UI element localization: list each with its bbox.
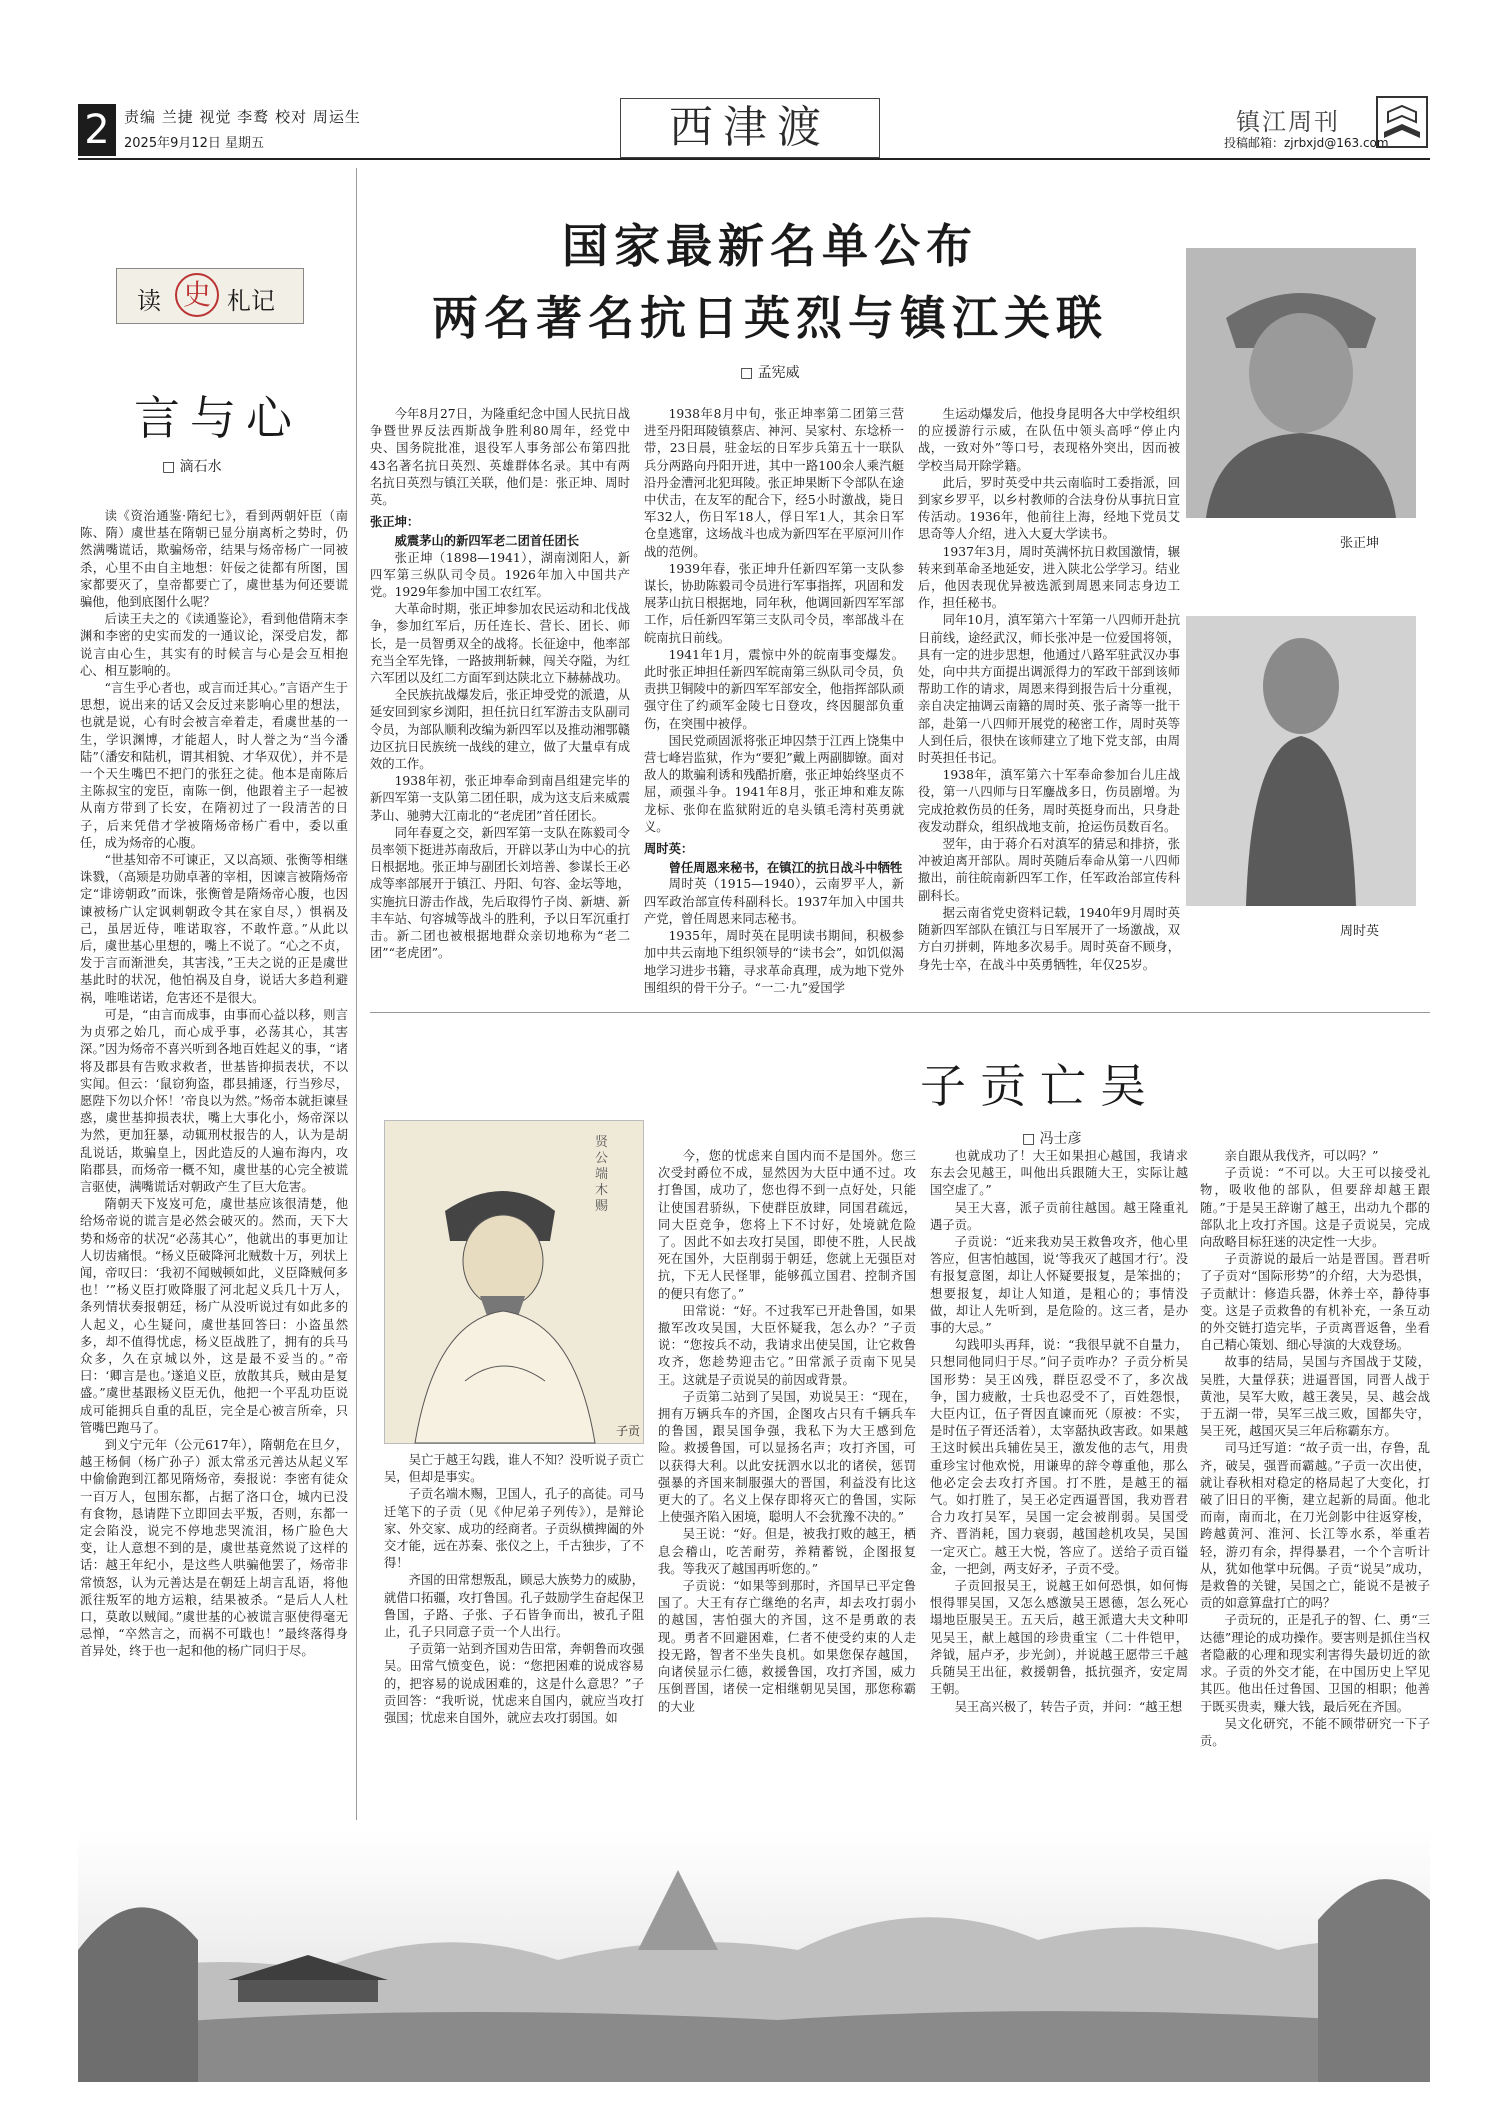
paragraph: 子贡玩的，正是孔子的智、仁、勇“三达德”理论的成功操作。要害则是抓住当权者隐蔽的心理和现实利害得失最切近的欲求。子贡的外交才能，在中国历史上罕见其匹。他出任过鲁国、卫国的相职；他善于既买贵卖，赚大钱，最后死在齐国。	[1200, 1613, 1430, 1714]
caption-zhang-zhengkun: 张正坤	[1340, 536, 1380, 551]
paragraph: 国民党顽固派将张正坤囚禁于江西上饶集中营七峰岩监狱，作为“要犯”戴上两副脚镣。面对敌人的欺骗利诱和残酷折磨，张正坤始终坚贞不屈，顽强斗争。1941年8月，张正坤和难友陈龙标、张仰在监狱附近的皂头镇毛湾村英勇就义。	[644, 733, 904, 834]
headline-line-2: 两名著名抗日英烈与镇江关联	[432, 291, 1108, 345]
paragraph: 1935年，周时英在昆明读书期间，积极参加中共云南地下组织领导的“读书会”，如饥似渴地学习进步书籍，寻求革命真理，成为地下党外围组织的骨干分子。“一二·九”爱国学	[644, 929, 904, 995]
subheading-tagline: 曾任周恩来秘书，在镇江的抗日战斗中牺牲	[668, 860, 903, 876]
portrait-inscription: 贤公端木 赐	[595, 1135, 609, 1214]
submission-email: 投稿邮箱：zjrbxjd@163.com	[1224, 136, 1389, 150]
header-rule	[78, 158, 1430, 160]
paragraph: 1938年8月中旬，张正坤率第二团第三营进至丹阳珥陵镇蔡店、神河、吴家村、东埝桥一带，23日晨，驻金坛的日军步兵第五十一联队兵分两路向丹阳开进，其中一路100余人乘汽艇沿丹金漕河北犯珥陵。张正坤果断下令部队在途中伏击，在友军的配合下，经5小时激战，毙日军32人，伤日军18人，俘日军1人，其余日军仓皇逃窜，这场战斗也成为新四军在平原河川作战的范例。	[644, 407, 904, 559]
paragraph: 读《资治通鉴·隋纪七》，看到两朝奸臣（南陈、隋）虞世基在隋朝已显分崩离析之势时，仍然满嘴谎话，欺骗炀帝，结果与炀帝杨广一同被杀，心里不由自主地想：奸佞之徒都有所图，国家都要灭了，皇帝都要亡了，虞世基为何还要谎骗他，他到底图什么呢？	[80, 509, 348, 610]
main-article-column-3	[918, 406, 1180, 972]
photo-zhang-zhengkun	[1186, 248, 1416, 518]
paragraph: 吴亡于越王勾践，谁人不知？没听说子贡亡吴，但却是事实。	[384, 1453, 644, 1485]
paragraph: 司马迁写道：“故子贡一出，存鲁，乱齐，破吴，强晋而霸越。”子贡一次出使，就让春秋相对稳定的格局起了大变化，打破了旧日的平衡，建立起新的局面。他北而南，南而北，在刀光剑影中往返穿梭，跨越黄河、淮河、长江等水系，举重若轻，游刃有余，捍得暴君，一个个言听计从，犹如他掌中玩偶。子贡“说吴”成功，是救鲁的关键，吴国之亡，能说不是被子贡的如意算盘打亡的吗？	[1200, 1441, 1430, 1611]
portrait-zigong	[384, 1120, 644, 1444]
left-article-title: 言与心	[134, 391, 302, 445]
paragraph: 勾践叩头再拜，说：“我很早就不自量力，只想同他同归于尽。”问子贡咋办？子贡分析吴国形势：吴王凶残，群臣忍受不了，多次战争，国力疲敝，士兵也忍受不了，百姓怨恨，大臣内讧，伍子胥因直谏而死（原被：不实，是时伍子胥还活着），太宰嚭执政害政。如果越王这时候出兵辅佐吴王，激发他的志气，用贵重珍宝讨他欢悦，用谦卑的辞令尊重他，那么他必定会去攻打齐国。打不胜，是越王的福气。如打胜了，吴王必定西逼晋国，我劝晋君合力攻打吴军，吴国一定会被削弱。吴国受齐、晋消耗，国力衰弱，越国趁机攻吴，吴国一定灭亡。越王大悦，答应了。送给子贡百镒金，一把剑，两支好矛，子贡不受。	[930, 1338, 1188, 1576]
paragraph: 1938年，滇军第六十军奉命参加台儿庄战役，第一八四师与日军鏖战多日，伤员剧增。为完成抢救伤员的任务，周时英挺身而出，只身赴夜发动群众，组织战地支前，抢运伤员数百名。	[918, 768, 1180, 834]
paragraph: 今，您的忧虑来自国内而不是国外。您三次受封爵位不成，显然因为大臣中通不过。攻打鲁国，成功了，您也得不到一点好处，只能让使国君骄纵，下使群臣放肆，同国君疏远，同大臣竞争，您将上下不讨好，处境就危险了。因此不如去攻打吴国，即使不胜，人民战死在国外，大臣削弱于朝廷，您就上无强臣对抗，下无人民怪罪，能够孤立国君、控制齐国的便只有您了。”	[658, 1149, 916, 1301]
paragraph: 子贡名端木赐，卫国人，孔子的高徒。司马迁笔下的子贡（见《仲尼弟子列传》），是辩论家、外交家、成功的经商者。子贡纵横捭阖的外交才能，远在苏秦、张仪之上，千古独步，了不得！	[384, 1487, 644, 1571]
badge-char-notes: 札记	[227, 287, 275, 315]
paragraph: 1939年春，张正坤升任新四军第一支队参谋长，协助陈毅司令员进行军事指挥，巩固和发展茅山抗日根据地，同年秋，他调回新四军军部工作，后任新四军第三支队司令员，率部战斗在皖南抗日前线。	[644, 561, 904, 645]
paragraph: “世基知帝不可谏正，又以高颎、张衡等相继诛戮，（高颎是功勋卓著的宰相，因谏言被隋炀帝定“诽谤朝政”而诛，张衡曾是隋炀帝心腹，也因谏被杨广认定讽刺朝政令其在家自尽，）惧祸及己，虽居近侍，唯诺取容，不敢忤意。”从此以后，虞世基心里想的，嘴上不说了。“心之不贞，发于言而渐泄矣，其害浅，”王夫之说的正是虞世基此时的状况，他怕祸及自身，说话大多趋利避祸，唯唯诺诺，危害还不是很大。	[80, 853, 348, 1005]
paragraph: 吴王大喜，派子贡前往越国。越王隆重礼遇子贡。	[930, 1200, 1188, 1232]
landscape-illustration	[78, 1830, 1430, 2082]
publication-brand: 镇江周刊	[1236, 108, 1340, 136]
paragraph: 故事的结局，吴国与齐国战于艾陵，吴胜，大量俘获；进逼晋国，同晋人战于黄池，吴军大败，越王袭吴，吴、越会战于五湖一带，吴军三战三败，国都失守，吴王死，越国灭吴三年后称霸东方。	[1200, 1355, 1430, 1439]
paragraph: 周时英（1915—1940），云南罗平人，新四军政治部宣传科副科长。1937年加入中国共产党，曾任周恩来同志秘书。	[644, 877, 904, 926]
issue-date: 2025年9月12日 星期五	[124, 136, 265, 151]
left-article-body	[80, 508, 348, 1676]
second-article-title: 子贡亡吴	[920, 1059, 1160, 1113]
paragraph: 子贡游说的最后一站是晋国。晋君听了子贡对“国际形势”的介绍，大为恐惧，子贡献计：修造兵器，休养士卒，静待事变。这是子贡救鲁的有机补充，一条互动的外交链打造完毕，子贡离晋返鲁，坐看自己精心策划、细心导演的大戏登场。	[1200, 1252, 1430, 1353]
paragraph: 同年春夏之交，新四军第一支队在陈毅司令员率领下挺进苏南敌后，开辟以茅山为中心的抗日根据地。张正坤与副团长刘培善、参谋长王必成等率部展开于镇江、丹阳、句容、金坛等地，实施抗日游击作战，先后取得竹子岗、新塘、新丰车站、句容城等战斗的胜利，予以日军沉重打击。新二团也被根据地群众亲切地称为“老二团”“老虎团”。	[370, 825, 630, 961]
paragraph: 吴文化研究，不能不顾带研究一下子贡。	[1200, 1716, 1430, 1748]
badge-char-history: 史	[175, 273, 219, 317]
second-article-byline: □ 冯士彦	[1022, 1131, 1082, 1147]
paragraph: 今年8月27日，为隆重纪念中国人民抗日战争暨世界反法西斯战争胜利80周年，经党中央、国务院批准，退役军人事务部公布第四批43名著名抗日英烈、英雄群体名录。其中有两名抗日英烈与镇江关联，他们是：张正坤、周时英。	[370, 407, 630, 508]
paragraph: 亲自跟从我伐齐，可以吗？”	[1224, 1149, 1379, 1163]
paragraph: 此后，罗时英受中共云南临时工委指派，回到家乡罗平，以乡村教师的合法身份从事抗日宣传活动。1936年，他前往上海，经地下党员艾思奇等人介绍，进入大夏大学读书。	[918, 475, 1180, 542]
caption-zhou-shiying: 周时英	[1340, 924, 1380, 939]
portrait-caption: 子贡	[616, 1424, 641, 1438]
paragraph: 吴王高兴极了，转告子贡，并问：“越王想	[954, 1699, 1183, 1714]
paragraph: 也就成功了！大王如果担心越国，我请求东去会见越王，叫他出兵跟随大王，实际让越国空虚了。”	[930, 1149, 1188, 1198]
subheading-name: 周时英：	[644, 841, 694, 857]
second-article-column-1	[384, 1452, 644, 1822]
paragraph: 可是，“由言而成事，由事而心益以移，则言为贞邪之始几，而心成乎事，必荡其心，其害深。”因为炀帝不喜兴听到各地百姓起义的事，“诸将及郡县有告败求救者，世基皆抑损表状，不以实闻。但云：‘鼠窃狗盗，郡县捕逐，行当殄尽，愿陛下勿以介怀！’帝良以为然。”炀帝本就拒谏昼惑，虞世基抑损表状，嘴上大事化小，炀帝深以为然，更加狂暴，动辄刑杖报告的人，认为是胡乱说话，欺骗皇上，因此造反的人遍布海内，攻陷郡县，而炀帝一概不知，虞世基的心完全被谎言驱使，满嘴谎话对朝政产生了巨大危害。	[80, 1007, 348, 1194]
paragraph: 1937年3月，周时英满怀抗日救国激情，辗转来到革命圣地延安，进入陕北公学学习。结业后，他因表现优异被选派到周恩来同志身边工作，担任秘书。	[918, 544, 1180, 611]
paragraph: 张正坤（1898—1941），湖南浏阳人，新四军第三纵队司令员。1926年加入中国共产党。1929年参加中国工农红军。	[370, 550, 630, 600]
paragraph: 吴王说：“好。但是，被我打败的越王，栖息会稽山，吃苦耐劳，养精蓄锐，企图报复我。等我灭了越国再听您的。”	[658, 1527, 916, 1576]
paragraph: 1941年1月，震惊中外的皖南事变爆发。此时张正坤担任新四军皖南第三纵队司令员，负责拱卫铜陵中的新四军军部安全，他指挥部队顽强守住了约顽军金陵七日登攻，终因腿部负重伤，在突围中被俘。	[644, 647, 904, 731]
paragraph: 齐国的田常想叛乱，顾忌大族势力的威胁，就借口拓疆，攻打鲁国。孔子鼓励学生奋起保卫鲁国，子路、子张、子石皆争而出，被孔子阻止，孔子只同意子贡一个人出行。	[384, 1573, 644, 1640]
main-article-column-1	[370, 406, 630, 961]
paragraph: 全民族抗战爆发后，张正坤受党的派遣，从延安回到家乡浏阳，担任抗日红军游击支队副司令员，为部队顺利改编为新四军以及推动湘鄂赣边区抗日民族统一战线的建立，做了大量卓有成效的工作。	[370, 688, 630, 772]
paragraph: 隋朝天下岌岌可危，虞世基应该很清楚，他给炀帝说的谎言是必然会破灭的。然而，天下大势和炀帝的状况“必荡其心”，他就出的事更加让人切齿痛恨。“杨义臣破降河北贼数十万，列状上闻，帝叹曰：‘我初不闻贼顿如此，义臣降贼何多也！’”杨义臣打败降服了河北起义兵几十万人，条列情状奏报朝廷，杨广从没听说过有如此多的人起义，心生疑问，虞世基回答曰：小盗虽然多，却不值得忧虑，杨义臣战胜了，拥有的兵马众多，久在京城以外，这是最不妥当的。”帝曰：‘卿言是也。’遂追义臣，放散其兵，贼由是复盛。”虞世基跟杨义臣无仇，他把一个平乱功臣说成可能拥兵自重的乱臣，完全是心被言所牵，只管嘴巴跑马了。	[80, 1197, 348, 1435]
second-article-column-2	[658, 1148, 916, 1822]
photo-zhou-shiying	[1186, 616, 1416, 906]
paragraph: 1938年初，张正坤奉命到南昌组建完毕的新四军第一支队第二团任职，成为这支后来威震茅山、驰骋大江南北的“老虎团”首任团长。	[370, 774, 630, 823]
paragraph: 后读王夫之的《读通鉴论》，看到他借隋末李渊和李密的史实而发的一通议论，深受启发，都说言由心生，其实有的时候言与心是会互相抱心、相互影响的。	[80, 612, 348, 678]
badge-char-read: 读	[137, 287, 161, 315]
second-article-column-4	[1200, 1148, 1430, 1822]
editor-credits: 责编 兰捷 视觉 李鹜 校对 周运生	[124, 108, 361, 126]
paragraph: 据云南省党史资料记载，1940年9月周时英随新四军部队在镇江与日军展开了一场激战，双方白刃拼刺，阵地多次易手。周时英奋不顾身，身先士卒，在战斗中英勇牺牲，年仅25岁。	[918, 905, 1180, 972]
paragraph: 子贡第一站到齐国劝告田常，奔朝鲁而攻强吴。田常气愤变色，说：“您把困难的说成容易的，把容易的说成困难的，这是什么意思？”子贡回答：“我听说，忧虑来自国内，就应当攻打强国；忧虑来自国外，就应去攻打弱国。如	[384, 1642, 644, 1726]
section-divider	[370, 1012, 1430, 1013]
book-logo-icon	[1376, 96, 1428, 148]
paragraph: 翌年，由于蒋介石对滇军的猜忌和排挤，张冲被迫离开部队。周时英随后奉命从第一八四师撤出，前往皖南新四军工作，任军政治部宣传科副科长。	[918, 837, 1180, 903]
paragraph: 子贡回报吴王，说越王如何恐惧，如何悔恨得罪吴国，又怎么感激吴王恩德，怎么死心塌地臣服吴王。五天后，越王派遣大夫文种叩见吴王，献上越国的珍贵重宝（二十件铠甲，斧钺，屈卢矛，步光剑），并说越王愿带三千越兵随吴王出征，救援朝鲁，抵抗强齐，安定周王朝。	[930, 1579, 1188, 1697]
paragraph: “言生乎心者也，或言而迁其心。”言语产生于思想，说出来的话又会反过来影响心里的想法，也就是说，心有时会被言牵着走，看虞世基的一生，学识渊博，才能超人，时人誉之为“当今潘陆”（潘安和陆机，谓其相貌、才华双优），并不是一个天生嘴巴不把门的张狂之徒。他本是南陈后主陈叔宝的宠臣，南陈一倒，他跟着主子一起被从南方带到了长安，在隋初过了一段清苦的日子，后来凭借才学被隋炀帝杨广看中，委以重任，成为炀帝的心腹。	[80, 681, 348, 850]
left-article-author: □ 滴石水	[162, 459, 222, 475]
subheading-tagline: 威震茅山的新四军老二团首任团长	[394, 533, 580, 549]
paragraph: 生运动爆发后，他投身昆明各大中学校组织的应援游行示威，在队伍中领头高呼“停止内战，一致对外”等口号，表现格外突出，因而被学校当局开除学籍。	[918, 407, 1180, 473]
paragraph: 子贡第二站到了吴国，劝说吴王：“现在，拥有万辆兵车的齐国，企图攻占只有千辆兵车的鲁国，跟吴国争强，我私下为大王感到危险。救援鲁国，可以显扬名声；攻打齐国，可以获得大利。以此安抚泗水以北的诸侯，惩罚强暴的齐国来制服强大的晋国，利益没有比这更大的了。名义上保存即将灭亡的鲁国，实际上使强齐陷入困境，聪明人不会犹豫不决的。”	[658, 1389, 916, 1525]
main-article-column-2	[644, 406, 904, 995]
paragraph: 子贡说：“近来我劝吴王救鲁攻齐，他心里答应，但害怕越国，说‘等我灭了越国才行’。没有报复意图，却让人怀疑要报复，是笨拙的；想要报复，却让人知道，是粗心的；事情没做，却让人先听到，是危险的。这三者，是办事的大忌。”	[930, 1235, 1188, 1336]
paragraph: 同年10月，滇军第六十军第一八四师开赴抗日前线，途经武汉，师长张冲是一位爱国将领，具有一定的进步思想，他通过八路军驻武汉办事处，向中共方面提出调派得力的军政干部到该师帮助工作的请求，周恩来得到报告后十分重视，亲自决定抽调云南籍的周时英、张子斋等一批干部，赴第一八四师开展党的秘密工作，周时英等人到任后，很快在该师建立了地下党支部，由周时英担任书记。	[918, 613, 1180, 766]
subheading-name: 张正坤：	[370, 514, 420, 530]
paragraph: 子贡说：“如果等到那时，齐国早已平定鲁国了。大王有存亡继绝的名声，却去攻打弱小的越国，害怕强大的齐国，这不是勇敢的表现。勇者不回避困难，仁者不使受约束的人走投无路，智者不坐失良机。如果您保存越国，向诸侯显示仁德，救援鲁国，攻打齐国，威力压倒晋国，诸侯一定相继朝见吴国，那您称霸的大业	[658, 1579, 916, 1714]
paragraph: 子贡说：“不可以。大王可以接受礼物，吸收他的部队，但要辞却越王跟随。”于是吴王辞谢了越王，出动九个郡的部队北上攻打齐国。这是子贡说吴，完成向敌略目标狂迷的决定性一大步。	[1200, 1166, 1430, 1250]
headline-line-1: 国家最新名单公布	[562, 219, 978, 273]
column-badge	[116, 268, 304, 324]
column-divider	[356, 168, 357, 1820]
second-article-column-3	[930, 1148, 1188, 1822]
paragraph: 田常说：“好。不过我军已开赴鲁国，如果撤军改攻吴国，大臣怀疑我，怎么办？”子贡说：“您按兵不动，我请求出使吴国，让它救鲁攻齐，您趁势迎击它。”田常派子贡南下见吴王。这就是子贡说吴的前因或背景。	[658, 1303, 916, 1387]
page-number: 2	[78, 104, 116, 156]
main-headline	[370, 210, 1170, 354]
section-title: 西津渡	[620, 98, 880, 158]
paragraph: 到义宁元年（公元617年），隋朝危在旦夕，越王杨侗（杨广孙子）派太常丞元善达从起义军中偷偷跑到江都见隋炀帝，奏报说：李密有徒众一百万人，包围东都，占据了洛口仓，城内已没有食物，恳请陛下立即回去平叛，否则，东都一定会陷没，说完不停地悲哭流泪，杨广脸色大变，让人意想不到的是，虞世基竟然说了这样的话：越王年纪小，是这些人哄骗他罢了，炀帝非常愤怒，认为元善达是在朝廷上胡言乱语，将他派往叛军的地方运粮，结果被杀。“是后人人杜口，莫敢以贼闻。”虞世基的心被谎言驱使得毫无忌惮，“卒然言之，而祸不可戢也！”最终落得身首异处，终于也一起和他的杨广同归于尽。	[80, 1437, 348, 1659]
main-byline: □ 孟宪威	[740, 365, 800, 381]
paragraph: 大革命时期，张正坤参加农民运动和北伐战争，参加红军后，历任连长、营长、团长、师长，是一员智勇双全的战将。长征途中，他率部充当全军先锋，一路披荆斩棘，闯关夺隘，为红六军团以及红二方面军到达陕北立下赫赫战功。	[370, 602, 630, 686]
